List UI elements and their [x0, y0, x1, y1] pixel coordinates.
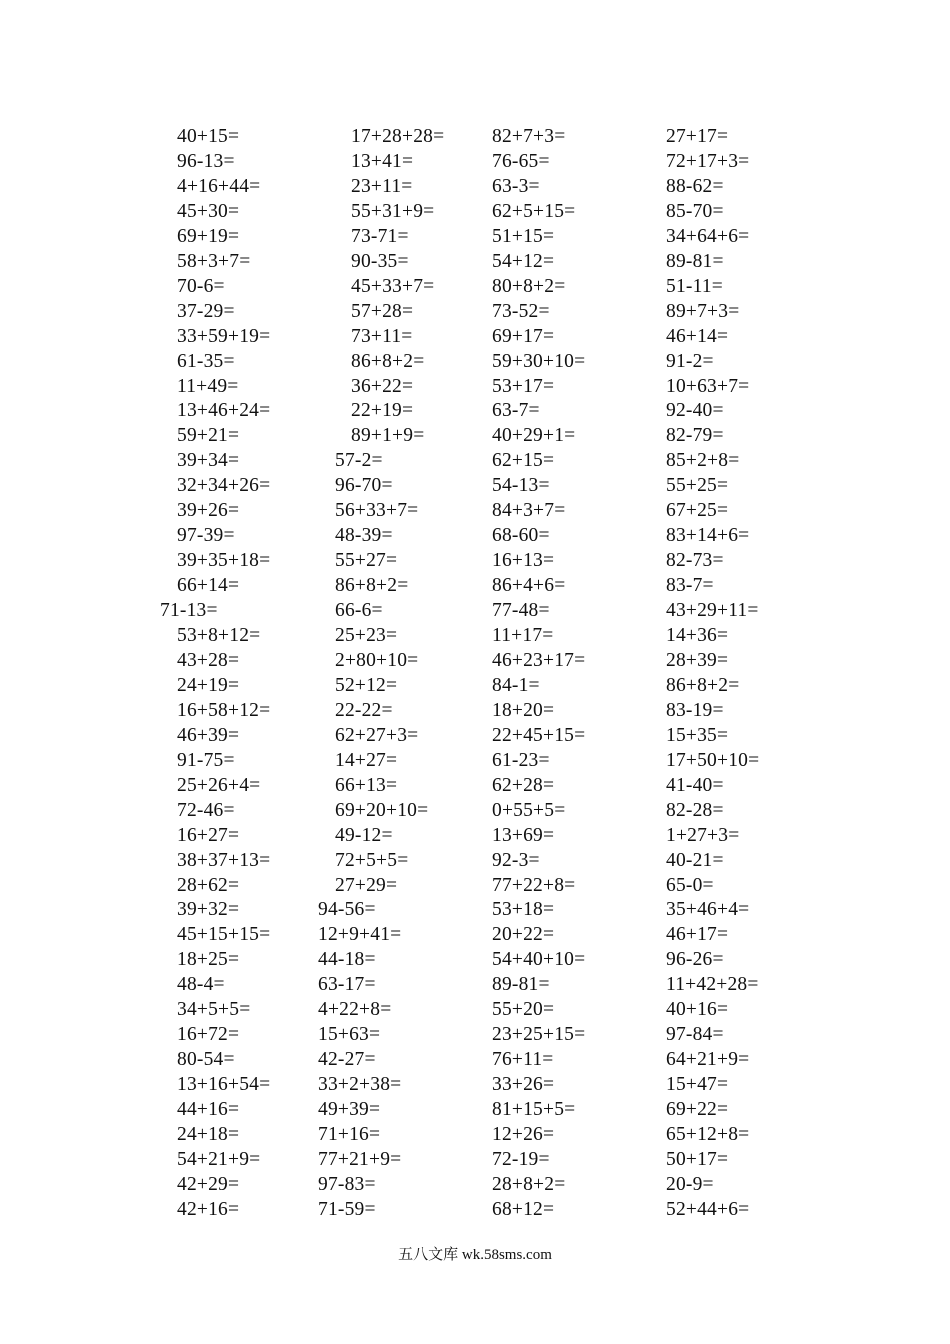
math-problem: 66+13=: [335, 774, 398, 796]
math-problem: 72+17+3=: [666, 150, 750, 172]
math-problem: 54+21+9=: [177, 1148, 261, 1170]
math-problem: 11+17=: [492, 625, 554, 646]
math-problem: 50+17=: [666, 1148, 729, 1170]
math-problem: 57+28=: [351, 300, 414, 322]
math-problem: 89+1+9=: [351, 425, 425, 447]
math-problem: 86+8+2=: [351, 350, 425, 372]
math-problem: 14+27=: [335, 749, 398, 771]
math-problem: 23+11=: [351, 175, 413, 197]
math-problem: 89-81=: [492, 974, 550, 996]
math-problem: 92-3=: [492, 849, 540, 871]
math-problem: 71+16=: [318, 1124, 381, 1145]
math-problem: 42-27=: [318, 1049, 376, 1071]
math-problem: 91-75=: [177, 749, 235, 771]
math-problem: 23+25+15=: [492, 1024, 586, 1046]
math-problem: 59+30+10=: [492, 350, 586, 372]
math-problem: 61-35=: [177, 350, 235, 372]
math-problem: 76-65=: [492, 150, 550, 172]
math-problem: 66+14=: [177, 575, 240, 597]
math-problem: 58+3+7=: [177, 250, 251, 272]
math-problem: 71-13=: [160, 600, 218, 622]
math-problem: 71-59=: [318, 1198, 376, 1220]
math-problem: 15+47=: [666, 1074, 729, 1096]
math-problem: 43+28=: [177, 649, 240, 671]
math-problem: 83+14+6=: [666, 525, 750, 547]
math-problem: 39+32=: [177, 899, 240, 921]
math-problem: 76+11=: [492, 1049, 554, 1071]
math-problem: 16+72=: [177, 1024, 240, 1046]
math-problem: 49-12=: [335, 824, 393, 846]
math-problem: 66-6=: [335, 600, 383, 622]
math-problem: 10+63+7=: [666, 375, 750, 397]
math-problem: 13+46+24=: [177, 400, 271, 422]
math-problem: 42+29=: [177, 1173, 240, 1195]
math-problem: 88-62=: [666, 175, 724, 197]
math-problem: 62+5+15=: [492, 200, 576, 222]
math-problem: 55+27=: [335, 550, 398, 572]
math-problem: 62+27+3=: [335, 724, 419, 746]
math-problem: 38+37+13=: [177, 849, 271, 871]
math-problem: 33+26=: [492, 1074, 555, 1096]
math-problem: 61-23=: [492, 749, 550, 771]
math-problem: 65+12+8=: [666, 1124, 750, 1145]
math-problem: 73-71=: [351, 225, 409, 247]
math-problem: 54-13=: [492, 475, 550, 497]
math-problem: 96-13=: [177, 150, 235, 172]
math-problem: 35+46+4=: [666, 899, 750, 921]
math-problem: 63-3=: [492, 175, 540, 197]
math-problem: 68-60=: [492, 525, 550, 547]
math-problem: 69+17=: [492, 325, 555, 347]
math-problem: 20+22=: [492, 924, 555, 946]
math-problem: 15+35=: [666, 724, 729, 746]
math-problem: 41-40=: [666, 774, 724, 796]
math-problem: 97-84=: [666, 1024, 724, 1046]
math-problem: 49+39=: [318, 1099, 381, 1121]
math-problem: 69+19=: [177, 225, 240, 247]
math-problem: 40-21=: [666, 849, 724, 871]
math-problem: 13+69=: [492, 824, 555, 846]
math-problem: 40+15=: [177, 126, 240, 147]
math-problem: 55+31+9=: [351, 200, 435, 222]
math-problem: 80-54=: [177, 1049, 235, 1071]
math-problem: 72-19=: [492, 1148, 550, 1170]
math-problem: 17+28+28=: [351, 126, 445, 147]
math-problem: 57-2=: [335, 450, 383, 472]
math-problem: 36+22=: [351, 375, 414, 397]
math-problem: 85-70=: [666, 200, 724, 222]
math-problem: 16+27=: [177, 824, 240, 846]
math-problem: 44-18=: [318, 949, 376, 971]
math-problem: 54+40+10=: [492, 949, 586, 971]
math-problem: 63-7=: [492, 400, 540, 422]
math-problem: 83-19=: [666, 699, 724, 721]
math-problem: 68+12=: [492, 1198, 555, 1220]
math-problem: 86+8+2=: [666, 674, 740, 696]
math-problem: 40+16=: [666, 999, 729, 1021]
math-problem: 51+15=: [492, 225, 555, 247]
math-problem: 96-70=: [335, 475, 393, 497]
math-problem: 42+16=: [177, 1198, 240, 1220]
math-problem: 16+58+12=: [177, 699, 271, 721]
math-problem: 73-52=: [492, 300, 550, 322]
math-problem: 91-2=: [666, 350, 714, 372]
math-problem: 59+21=: [177, 425, 240, 447]
math-problem: 46+23+17=: [492, 649, 586, 671]
math-problem: 33+2+38=: [318, 1074, 402, 1096]
math-problem: 17+50+10=: [666, 749, 760, 771]
math-problem: 15+63=: [318, 1024, 381, 1046]
math-problem: 44+16=: [177, 1099, 240, 1121]
math-problem: 72+5+5=: [335, 849, 409, 871]
math-problem: 97-39=: [177, 525, 235, 547]
math-problem: 2+80+10=: [335, 649, 419, 671]
math-problem: 82-28=: [666, 799, 724, 821]
math-problem: 13+41=: [351, 150, 414, 172]
math-problem: 85+2+8=: [666, 450, 740, 472]
math-problem: 81+15+5=: [492, 1099, 576, 1121]
math-problem: 4+22+8=: [318, 999, 392, 1021]
math-problem: 46+14=: [666, 325, 729, 347]
math-problem: 96-26=: [666, 949, 724, 971]
math-problem: 1+27+3=: [666, 824, 740, 846]
math-problem: 48-4=: [177, 974, 225, 996]
math-problem: 83-7=: [666, 575, 714, 597]
math-problem: 52+44+6=: [666, 1198, 750, 1220]
math-problem: 25+23=: [335, 625, 398, 646]
math-problem: 24+18=: [177, 1124, 240, 1145]
math-problem: 37-29=: [177, 300, 235, 322]
math-problem: 27+29=: [335, 874, 398, 896]
math-problem: 22+45+15=: [492, 724, 586, 746]
math-problem: 39+26=: [177, 500, 240, 522]
math-problem: 27+17=: [666, 126, 729, 147]
math-problem: 82+7+3=: [492, 126, 566, 147]
math-problem: 18+20=: [492, 699, 555, 721]
math-problem: 80+8+2=: [492, 275, 566, 297]
math-problem: 62+15=: [492, 450, 555, 472]
math-problem: 0+55+5=: [492, 799, 566, 821]
math-problem: 77+21+9=: [318, 1148, 402, 1170]
math-problem: 92-40=: [666, 400, 724, 422]
math-problem: 64+21+9=: [666, 1049, 750, 1071]
math-problem: 28+39=: [666, 649, 729, 671]
math-problem: 14+36=: [666, 625, 729, 646]
math-problem: 40+29+1=: [492, 425, 576, 447]
footer-watermark: 五八文库 wk.58sms.com: [398, 1247, 552, 1263]
math-problem: 82-79=: [666, 425, 724, 447]
math-problem: 69+20+10=: [335, 799, 429, 821]
math-problem: 12+26=: [492, 1124, 555, 1145]
math-problem: 22+19=: [351, 400, 414, 422]
math-problem: 24+19=: [177, 674, 240, 696]
math-problem: 72-46=: [177, 799, 235, 821]
math-problem: 18+25=: [177, 949, 240, 971]
math-problem: 39+34=: [177, 450, 240, 472]
math-problem: 43+29+11=: [666, 600, 759, 622]
math-problem: 53+17=: [492, 375, 555, 397]
math-problem: 89-81=: [666, 250, 724, 272]
math-problem: 13+16+54=: [177, 1074, 271, 1096]
math-problem: 86+4+6=: [492, 575, 566, 597]
math-problem: 25+26+4=: [177, 774, 261, 796]
math-problem: 90-35=: [351, 250, 409, 272]
math-problem: 4+16+44=: [177, 175, 261, 197]
math-problem: 46+17=: [666, 924, 729, 946]
math-problem: 77+22+8=: [492, 874, 576, 896]
math-problem: 11+42+28=: [666, 974, 759, 996]
math-problem: 73+11=: [351, 325, 413, 347]
math-problem: 45+30=: [177, 200, 240, 222]
math-problem: 55+25=: [666, 475, 729, 497]
math-problem: 11+49=: [177, 375, 239, 397]
math-problem: 86+8+2=: [335, 575, 409, 597]
math-problem: 84-1=: [492, 674, 540, 696]
math-problem: 33+59+19=: [177, 325, 271, 347]
math-problem: 45+33+7=: [351, 275, 435, 297]
math-problem: 62+28=: [492, 774, 555, 796]
math-problem: 28+8+2=: [492, 1173, 566, 1195]
math-problem: 63-17=: [318, 974, 376, 996]
math-problem: 22-22=: [335, 699, 393, 721]
math-problem: 52+12=: [335, 674, 398, 696]
math-problem: 34+64+6=: [666, 225, 750, 247]
math-problem: 32+34+26=: [177, 475, 271, 497]
math-problem: 67+25=: [666, 500, 729, 522]
math-problem: 69+22=: [666, 1099, 729, 1121]
math-problem: 77-48=: [492, 600, 550, 622]
math-problem: 65-0=: [666, 874, 714, 896]
math-problem: 20-9=: [666, 1173, 714, 1195]
math-problem: 55+20=: [492, 999, 555, 1021]
math-problem: 51-11=: [666, 275, 723, 297]
math-problem: 53+8+12=: [177, 625, 261, 646]
math-problem: 97-83=: [318, 1173, 376, 1195]
math-problem: 34+5+5=: [177, 999, 251, 1021]
math-problem: 46+39=: [177, 724, 240, 746]
math-problem: 94-56=: [318, 899, 376, 921]
math-problem: 56+33+7=: [335, 500, 419, 522]
math-problem: 28+62=: [177, 874, 240, 896]
math-problem: 84+3+7=: [492, 500, 566, 522]
math-problem: 82-73=: [666, 550, 724, 572]
math-problem: 16+13=: [492, 550, 555, 572]
math-problem: 39+35+18=: [177, 550, 271, 572]
math-problem: 48-39=: [335, 525, 393, 547]
math-problem: 45+15+15=: [177, 924, 271, 946]
math-problem: 70-6=: [177, 275, 225, 297]
math-problem: 54+12=: [492, 250, 555, 272]
math-problem: 53+18=: [492, 899, 555, 921]
math-problem: 89+7+3=: [666, 300, 740, 322]
math-problem: 12+9+41=: [318, 924, 402, 946]
